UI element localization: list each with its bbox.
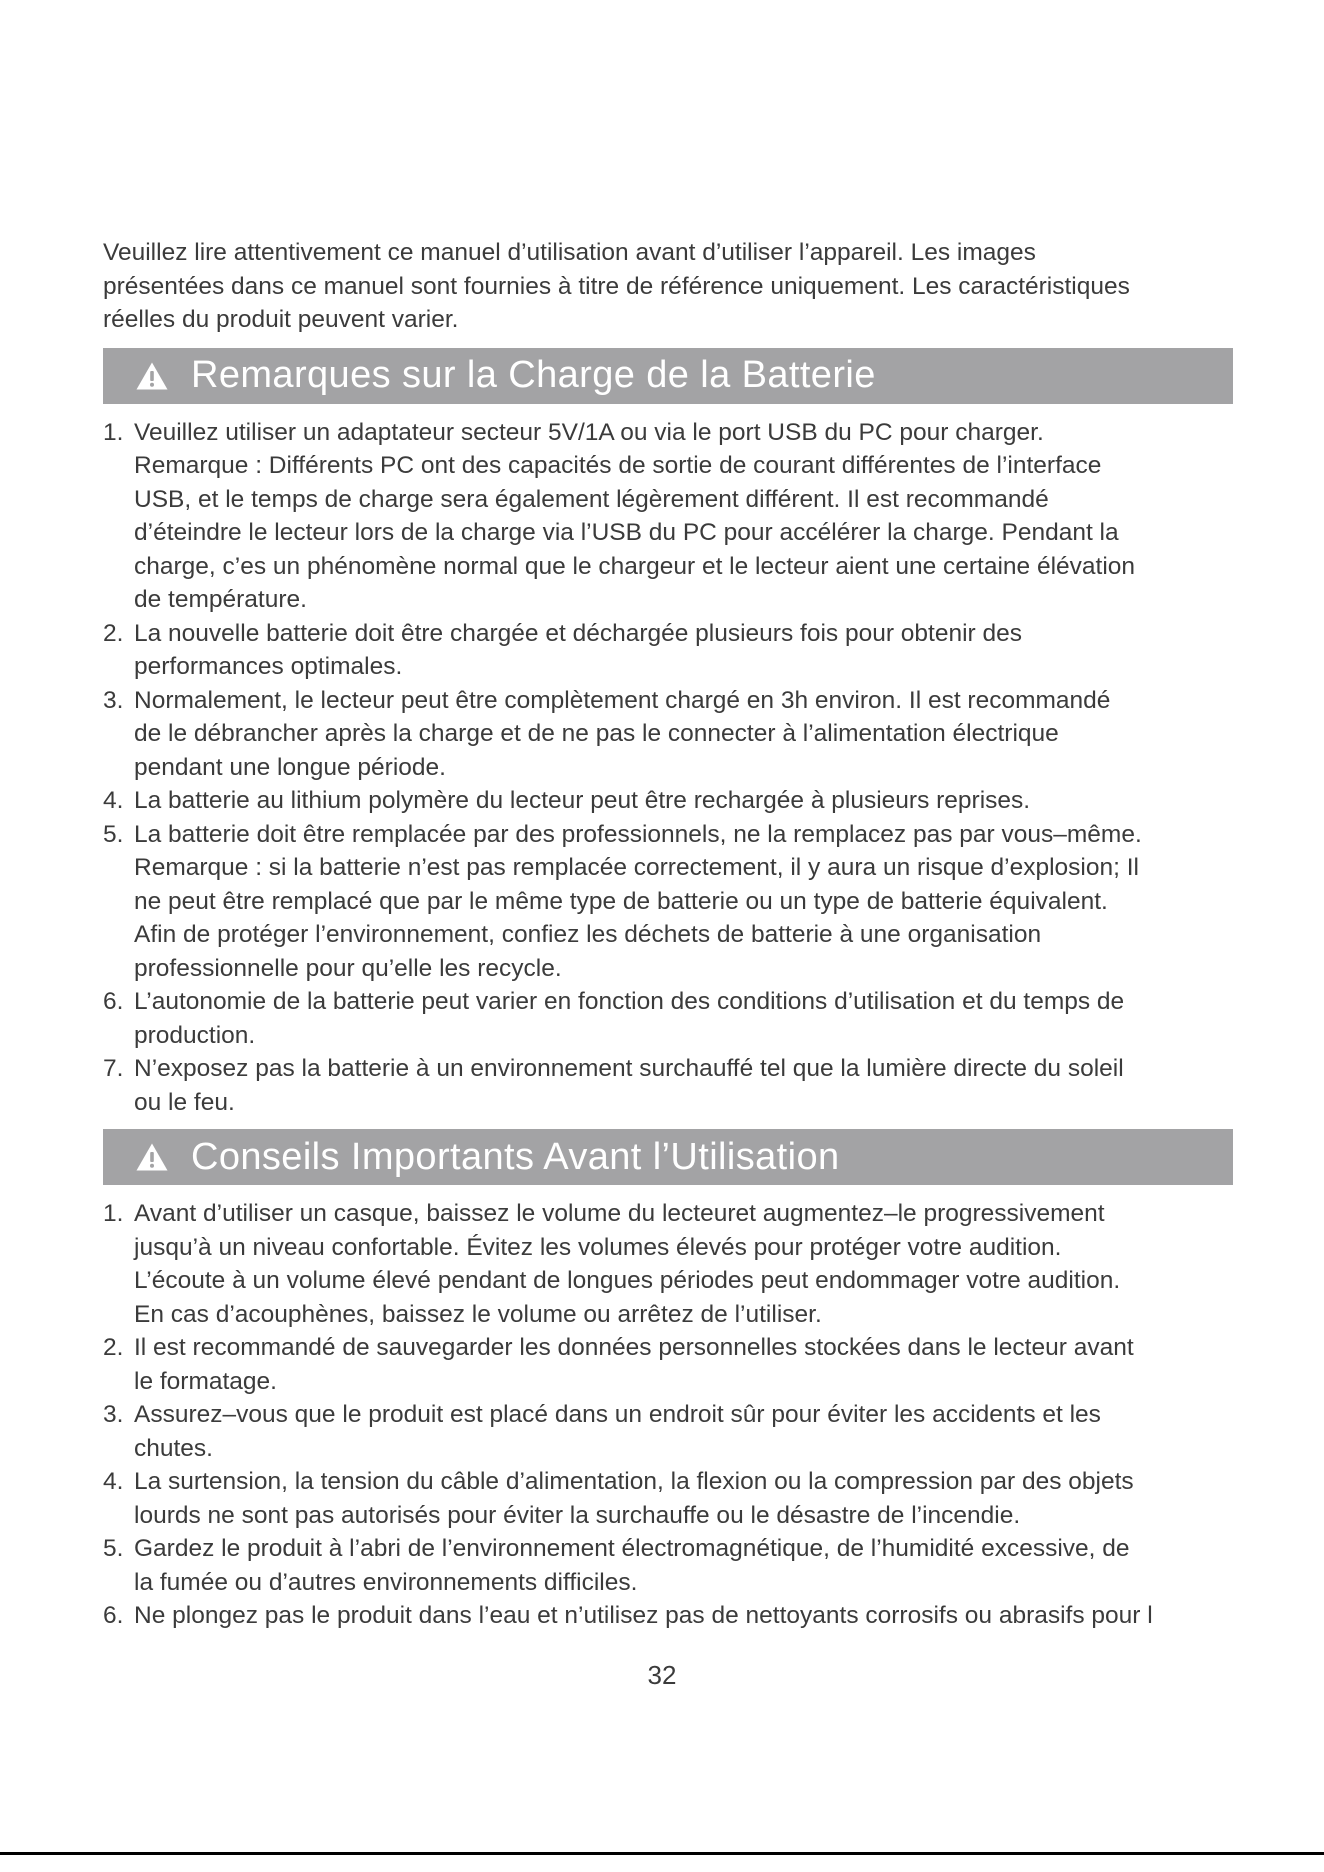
intro-line: réelles du produit peuvent varier. <box>103 306 459 333</box>
item-line: Remarque : Différents PC ont des capacités de sortie de courant différentes de l’interface <box>134 452 1102 479</box>
item-line: La batterie au lithium polymère du lecteur peut être rechargée à plusieurs reprises. <box>134 787 1031 814</box>
item-number: 2. <box>103 1334 124 1361</box>
warning-icon <box>135 1142 169 1172</box>
list-item <box>103 416 1233 617</box>
item-line: En cas d’acouphènes, baissez le volume ou arrêtez de l’utiliser. <box>134 1300 822 1328</box>
item-line: la fumée ou d’autres environnements difficiles. <box>134 1568 638 1596</box>
intro-line: Veuillez lire attentivement ce manuel d’utilisation avant d’utiliser l’appareil. Les images <box>103 239 1036 266</box>
item-number: 5. <box>103 820 124 848</box>
item-line: Assurez–vous que le produit est placé dans un endroit sûr pour éviter les accidents et les <box>134 1401 1101 1428</box>
item-line: ne peut être remplacé que par le même type de batterie ou un type de batterie équivalent. <box>134 887 1108 915</box>
item-number: 3. <box>103 686 124 714</box>
item-line: Avant d’utiliser un casque, baissez le volume du lecteuret augmentez–le progressivement <box>134 1200 1105 1227</box>
item-number: 2. <box>103 619 124 647</box>
item-line: d’éteindre le lecteur lors de la charge via l’USB du PC pour accélérer la charge. Pendant la <box>134 519 1119 546</box>
item-line: ou le feu. <box>134 1088 235 1116</box>
item-line: de le débrancher après la charge et de ne pas le connecter à l’alimentation électrique <box>134 720 1059 747</box>
list-item <box>103 1465 1233 1532</box>
item-line: L’autonomie de la batterie peut varier en fonction des conditions d’utilisation et du temps de <box>134 988 1125 1015</box>
item-number: 7. <box>103 1055 124 1082</box>
item-number: 3. <box>103 1401 124 1428</box>
item-number: 4. <box>103 787 124 814</box>
list-item <box>103 1532 1233 1599</box>
item-line: Remarque : si la batterie n’est pas remplacée correctement, il y aura un risque d’explosion; Il <box>134 854 1139 881</box>
list-item <box>103 985 1233 1052</box>
item-line: jusqu’à un niveau confortable. Évitez les volumes élevés pour protéger votre audition. <box>134 1233 1062 1261</box>
list-item <box>103 684 1233 785</box>
list-item <box>103 1197 1233 1331</box>
item-line: le formatage. <box>134 1367 277 1395</box>
list-item <box>103 1331 1233 1398</box>
item-line: N’exposez pas la batterie à un environnement surchauffé tel que la lumière directe du soleil <box>134 1055 1124 1082</box>
item-line: lourds ne sont pas autorisés pour éviter la surchauffe ou le désastre de l’incendie. <box>134 1501 1021 1529</box>
battery-charging-list <box>103 416 1233 1120</box>
list-item <box>103 1052 1233 1119</box>
item-number: 6. <box>103 988 124 1015</box>
item-line: Afin de protéger l’environnement, confiez les déchets de batterie à une organisation <box>134 921 1042 948</box>
list-item <box>103 818 1233 986</box>
list-item <box>103 784 1233 818</box>
item-number: 5. <box>103 1535 124 1562</box>
item-line: Veuillez utiliser un adaptateur secteur 5V/1A ou via le port USB du PC pour charger. <box>134 418 1044 446</box>
section-header-usage-tips <box>103 1129 1233 1185</box>
section-header-battery-charging <box>103 348 1233 404</box>
item-line: performances optimales. <box>134 653 403 680</box>
manual-page <box>103 236 1233 1633</box>
item-line: Normalement, le lecteur peut être complètement chargé en 3h environ. Il est recommandé <box>134 686 1111 714</box>
item-line: La batterie doit être remplacée par des professionnels, ne la remplacez pas par vous–même. <box>134 820 1142 848</box>
item-line: La nouvelle batterie doit être chargée et déchargée plusieurs fois pour obtenir des <box>134 619 1023 647</box>
usage-tips-list <box>103 1197 1233 1633</box>
intro-paragraph <box>103 236 1233 337</box>
bottom-rule <box>0 1852 1324 1855</box>
section-title: Conseils Importants Avant l’Utilisation <box>191 1135 840 1178</box>
page-number: 32 <box>647 1660 677 1690</box>
item-line: Il est recommandé de sauvegarder les données personnelles stockées dans le lecteur avant <box>134 1334 1134 1361</box>
list-item <box>103 1599 1233 1633</box>
item-line: pendant une longue période. <box>134 753 446 781</box>
item-line: Gardez le produit à l’abri de l’environnement électromagnétique, de l’humidité excessive, de <box>134 1535 1130 1562</box>
item-line: USB, et le temps de charge sera également légèrement différent. Il est recommandé <box>134 485 1049 513</box>
intro-line: présentées dans ce manuel sont fournies à titre de référence uniquement. Les caractéristiques <box>103 272 1130 300</box>
item-number: 4. <box>103 1468 124 1495</box>
item-line: La surtension, la tension du câble d’alimentation, la flexion ou la compression par des objets <box>134 1468 1134 1495</box>
list-item <box>103 617 1233 684</box>
item-line: charge, c’es un phénomène normal que le chargeur et le lecteur aient une certaine élévation <box>134 552 1136 580</box>
list-item <box>103 1398 1233 1465</box>
item-line: chutes. <box>134 1434 213 1462</box>
item-line: L’écoute à un volume élevé pendant de longues périodes peut endommager votre audition. <box>134 1267 1121 1294</box>
item-line: Ne plongez pas le produit dans l’eau et n’utilisez pas de nettoyants corrosifs ou abrasifs pour l <box>134 1602 1153 1629</box>
item-line: production. <box>134 1021 256 1049</box>
warning-icon <box>135 361 169 391</box>
section-title: Remarques sur la Charge de la Batterie <box>191 354 876 396</box>
item-number: 6. <box>103 1602 124 1629</box>
item-line: de température. <box>134 586 307 613</box>
item-number: 1. <box>103 1200 124 1227</box>
item-line: professionnelle pour qu’elle les recycle. <box>134 954 562 982</box>
item-number: 1. <box>103 418 124 446</box>
